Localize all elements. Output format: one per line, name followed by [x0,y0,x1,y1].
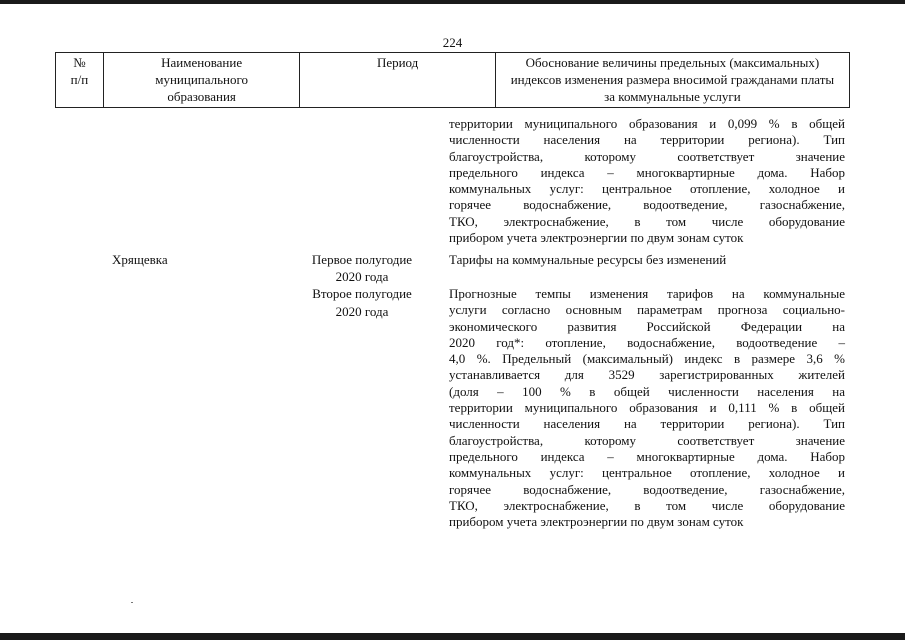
period-line: 2020 года [335,268,389,284]
text-line: численности населения на территории региона). Тип [449,132,845,148]
text-line: Прогнозные темпы изменения тарифов на коммунальные [449,286,845,301]
text-line: (доля – 100 % в общей численности населения на [449,383,845,399]
text-line: горячее водоснабжение, водоотведение, газоснабжение, [449,481,845,497]
header-col-municipality-line: образования [167,89,236,104]
continuation-text [449,116,845,246]
text-line: 2020 год*: отопление, водоснабжение, водоотведение – [449,334,845,350]
period-line: 2020 года [335,303,389,319]
header-col-period-line: Период [376,55,419,70]
second-half-justification [449,286,845,530]
text-line: предельного индекса – многоквартирные дома. Набор [449,448,845,464]
text-line: коммунальных услуг: центральное отопление, холодное и [449,181,845,197]
table-header [55,52,850,108]
text-line: ТКО, электроснабжение, в том числе оборудование [449,213,845,229]
period-line: Первое полугодие [311,252,413,267]
tariff-unchanged-text: Тарифы на коммунальные ресурсы без изменений [449,252,727,267]
text-line: ТКО, электроснабжение, в том числе оборудование [449,497,845,513]
header-col-justification [496,53,849,107]
text-line: прибором учета электроэнергии по двум зонам суток [449,230,744,246]
period-line: Второе полугодие [312,286,412,301]
page-number: 224 [442,35,463,50]
text-line: территории муниципального образования и 0,099 % в общей [449,116,845,131]
header-col-number-line: п/п [70,72,89,87]
municipality-name: Хрящевка [112,252,168,267]
text-line: коммунальных услуг: центральное отопление, холодное и [449,465,845,481]
text-line: экономического развития Российской Федерации на [449,318,845,334]
text-line: территории муниципального образования и 0,111 % в общей [449,400,845,416]
period-second-half [303,285,421,320]
header-col-justification-line: индексов изменения размера вносимой гражданами платы [510,72,835,87]
text-line: горячее водоснабжение, водоотведение, газоснабжение, [449,197,845,213]
header-col-justification-line: за коммунальные услуги [604,89,741,104]
scan-top-edge [0,0,905,4]
header-col-period [300,53,496,107]
text-line: благоустройства, которому соответствует значение [449,432,845,448]
text-line: предельного индекса – многоквартирные дома. Набор [449,164,845,180]
text-line: устанавливается для 3529 зарегистрированных жителей [449,367,845,383]
scan-bottom-edge [0,633,905,640]
period-first-half [303,252,421,285]
text-line: услуги согласно основным параметрам прогноза социально- [449,302,845,318]
header-col-number [56,53,104,107]
header-col-municipality-line: муниципального [155,72,249,87]
header-col-municipality [104,53,301,107]
text-line: 4,0 %. Предельный (максимальный) индекс в размере 3,6 % [449,351,845,367]
header-col-municipality-line: Наименование [161,55,243,70]
text-line: прибором учета электроэнергии по двум зонам суток [449,514,744,530]
text-line: численности населения на территории региона). Тип [449,416,845,432]
scan-speck [131,602,133,603]
text-line: благоустройства, которому соответствует значение [449,148,845,164]
header-col-number-line: № [73,55,86,70]
header-col-justification-line: Обоснование величины предельных (максимальных) [525,55,820,70]
